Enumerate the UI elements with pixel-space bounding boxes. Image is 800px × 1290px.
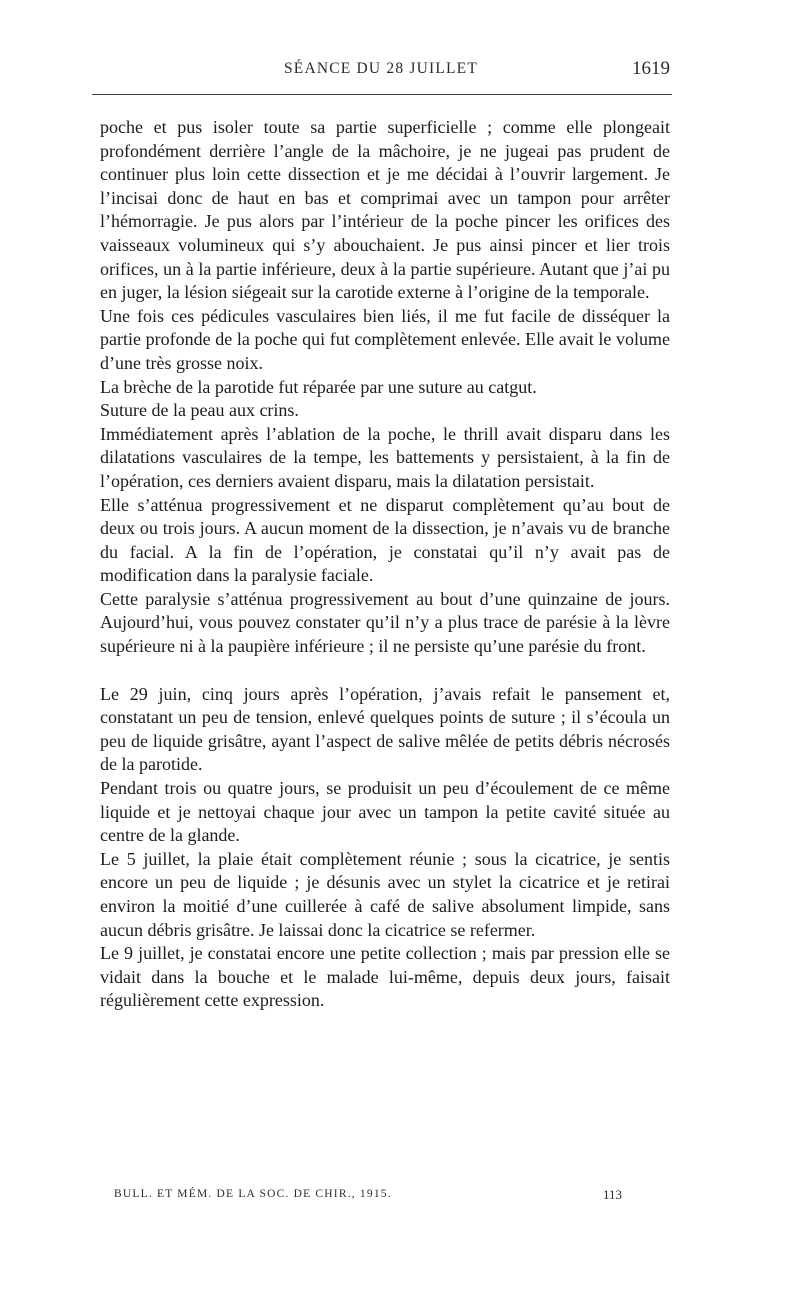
- paragraph: Le 29 juin, cinq jours après l’opération, j’avais refait le pansement et, constatant un peu de tension, enlevé quelques points de suture ; il s’écoula un peu de liquide grisâtre, ayant l’aspect de salive mêlée de petits débris nécrosés de la parotide.: [100, 683, 670, 775]
- page-header: [92, 58, 670, 86]
- footer-journal-citation: BULL. ET MÉM. DE LA SOC. DE CHIR., 1915.: [114, 1188, 392, 1200]
- paragraph: Pendant trois ou quatre jours, se produisit un peu d’écoulement de ce même liquide et je nettoyai chaque jour avec un tampon la petite cavité située au centre de la glande.: [100, 778, 670, 846]
- body-text: [100, 116, 670, 1013]
- paragraph: Le 9 juillet, je constatai encore une petite collection ; mais par pression elle se vidait dans la bouche et le malade lui-même, depuis deux jours, faisait régulièrement cette expression.: [100, 943, 670, 1011]
- paragraph: Suture de la peau aux crins.: [100, 400, 299, 421]
- paragraph: Elle s’atténua progressivement et ne disparut complètement qu’au bout de deux ou trois jours. A aucun moment de la dissection, je n’avais vu de branche du facial. A la fin de l’opération, je constatai qu’il n’y avait pas de modification dans la paralysie faciale.: [100, 494, 670, 586]
- paragraph: Le 5 juillet, la plaie était complètement réunie ; sous la cicatrice, je sentis encore un peu de liquide ; je désunis avec un stylet la cicatrice et je retirai environ la moitié d’une cuillerée à café de salive absolument limpide, sans aucun débris grisâtre. Je laissai donc la cicatrice se refermer.: [100, 848, 670, 940]
- paragraph: Immédiatement après l’ablation de la poche, le thrill avait disparu dans les dilatations vasculaires de la tempe, les battements y persistaient, à la fin de l’opération, ces derniers avaient disparu, mais la dilatation persistait.: [100, 423, 670, 491]
- section-gap: [100, 659, 670, 683]
- paragraph: Cette paralysie s’atténua progressivement au bout d’une quinzaine de jours. Aujourd’hui, vous pouvez constater qu’il n’y a plus trace de parésie à la lèvre supérieure ni à la paupière inférieure ; il ne persiste qu’une parésie du front.: [100, 588, 670, 657]
- page-footer: [114, 1188, 622, 1208]
- paragraph: Une fois ces pédicules vasculaires bien liés, il me fut facile de disséquer la partie profonde de la poche qui fut complètement enlevée. Elle avait le volume d’une très grosse noix.: [100, 305, 670, 373]
- paragraph: La brèche de la parotide fut réparée par une suture au catgut.: [100, 376, 537, 397]
- page-number: 1619: [632, 58, 670, 79]
- footer-signature-mark: 113: [602, 1187, 622, 1202]
- header-rule: [92, 94, 672, 95]
- paragraph: poche et pus isoler toute sa partie superficielle ; comme elle plongeait profondément derrière l’angle de la mâchoire, je ne jugeai pas prudent de continuer plus loin cette dissection et je me décidai à l’ouvrir largement. Je l’incisai donc de haut en bas et comprimai avec un tampon pour arrêter l’hémorragie. Je pus alors par l’intérieur de la poche pincer les orifices des vaisseaux volumineux qui s’y abouchaient. Je pus ainsi pincer et lier trois orifices, un à la partie inférieure, deux à la partie supérieure. Autant que j’ai pu en juger, la lésion siégeait sur la carotide externe à l’origine de la temporale.: [100, 117, 670, 303]
- running-title: SÉANCE DU 28 JUILLET: [283, 60, 479, 77]
